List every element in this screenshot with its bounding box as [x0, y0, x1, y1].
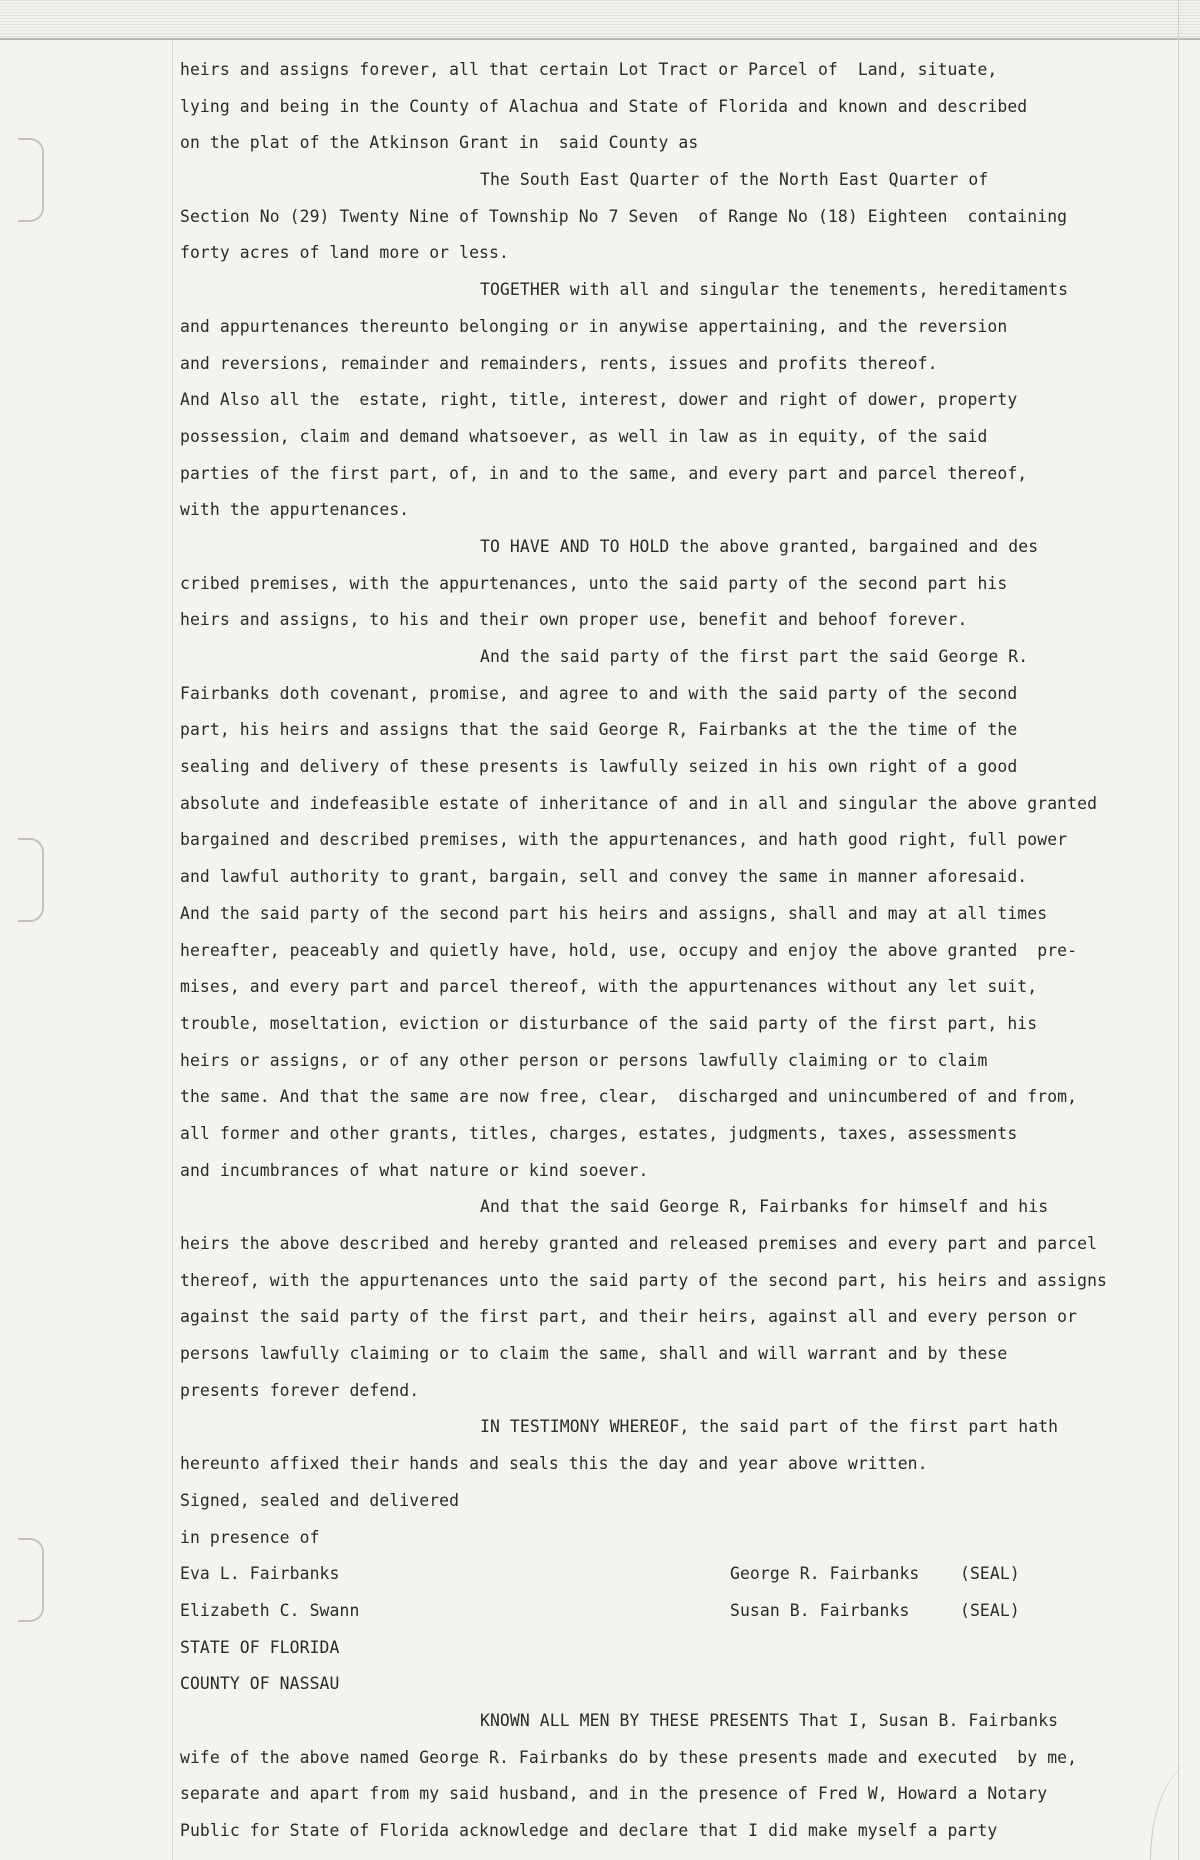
binder-hole-icon [18, 1538, 44, 1622]
text-line: the same. And that the same are now free, clear, discharged and unincumbered of and from, [180, 1087, 1078, 1107]
text-line: TOGETHER with all and singular the tenements, hereditaments [480, 280, 1069, 300]
seal-mark: (SEAL) [960, 1600, 1020, 1620]
signature-row [180, 1593, 1140, 1630]
text-line: and lawful authority to grant, bargain, sell and convey the same in manner aforesaid. [180, 867, 1028, 887]
text-line: IN TESTIMONY WHEREOF, the said part of the first part hath [480, 1417, 1059, 1437]
text-line: thereof, with the appurtenances unto the said party of the second part, his heirs and assigns [180, 1270, 1108, 1290]
page-top-edge [0, 38, 1200, 40]
text-line: absolute and indefeasible estate of inheritance of and in all and singular the above granted [180, 793, 1098, 813]
text-line: with the appurtenances. [180, 500, 410, 520]
text-line: hereafter, peaceably and quietly have, hold, use, occupy and enjoy the above granted pre- [180, 940, 1078, 960]
text-line: Fairbanks doth covenant, promise, and agree to and with the said party of the second [180, 683, 1018, 703]
text-line: parties of the first part, of, in and to the same, and every part and parcel thereof, [180, 463, 1028, 483]
signature-row [180, 1556, 1140, 1593]
witness-name: Eva L. Fairbanks [180, 1564, 340, 1584]
text-line: heirs and assigns forever, all that certain Lot Tract or Parcel of Land, situate, [180, 60, 998, 79]
text-line: And the said party of the first part the said George R. [480, 647, 1029, 666]
binder-hole-icon [18, 838, 44, 922]
text-line: Section No (29) Twenty Nine of Township No 7 Seven of Range No (18) Eighteen containing [180, 206, 1068, 226]
text-line: forty acres of land more or less. [180, 243, 509, 263]
page-corner-curl [1150, 1760, 1200, 1860]
witness-name: Elizabeth C. Swann [180, 1600, 360, 1620]
text-line: trouble, moseltation, eviction or disturbance of the said party of the first part, his [180, 1013, 1038, 1033]
text-line: in presence of [180, 1527, 320, 1547]
text-line: Signed, sealed and delivered [180, 1490, 460, 1510]
text-line: And Also all the estate, right, title, interest, dower and right of dower, property [180, 390, 1018, 410]
binder-hole-icon [18, 138, 44, 222]
seal-mark: (SEAL) [960, 1564, 1020, 1584]
left-margin-rule [172, 40, 173, 1860]
signer-name: George R. Fairbanks [730, 1564, 920, 1584]
text-line: part, his heirs and assigns that the said George R, Fairbanks at the the time of the [180, 720, 1018, 740]
text-line: and appurtenances thereunto belonging or in anywise appertaining, and the reversion [180, 316, 1008, 336]
text-line: presents forever defend. [180, 1380, 420, 1400]
deed-page [180, 52, 1140, 1850]
text-line: Public for State of Florida acknowledge and declare that I did make myself a party [180, 1821, 998, 1840]
text-line: separate and apart from my said husband, and in the presence of Fred W, Howard a Notary [180, 1784, 1048, 1804]
text-line: heirs or assigns, or of any other person or persons lawfully claiming or to claim [180, 1050, 988, 1070]
page-right-edge [1178, 0, 1179, 1860]
text-line: hereunto affixed their hands and seals this the day and year above written. [180, 1454, 928, 1474]
venue-state: STATE OF FLORIDA [180, 1637, 340, 1657]
text-line: and reversions, remainder and remainders, rents, issues and profits thereof. [180, 353, 938, 373]
text-line: sealing and delivery of these presents is lawfully seized in his own right of a good [180, 757, 1018, 777]
text-line: possession, claim and demand whatsoever, as well in law as in equity, of the said [180, 426, 988, 446]
text-line: heirs the above described and hereby granted and released premises and every part and parcel [180, 1234, 1098, 1253]
text-line: heirs and assigns, to his and their own proper use, benefit and behoof forever. [180, 610, 968, 630]
text-line: The South East Quarter of the North East Quarter of [480, 170, 989, 190]
text-line: persons lawfully claiming or to claim the same, shall and will warrant and by these [180, 1344, 1008, 1364]
text-line: KNOWN ALL MEN BY THESE PRESENTS That I, Susan B. Fairbanks [480, 1710, 1059, 1730]
scanner-header-band [0, 0, 1200, 40]
text-line: on the plat of the Atkinson Grant in said County as [180, 133, 699, 153]
text-line: TO HAVE AND TO HOLD the above granted, bargained and des [480, 536, 1039, 556]
text-line: And the said party of the second part his heirs and assigns, shall and may at all times [180, 903, 1048, 923]
venue-county: COUNTY OF NASSAU [180, 1674, 340, 1694]
text-line: lying and being in the County of Alachua and State of Florida and known and described [180, 96, 1028, 116]
text-line: bargained and described premises, with the appurtenances, and hath good right, full power [180, 830, 1068, 850]
text-line: all former and other grants, titles, charges, estates, judgments, taxes, assessments [180, 1123, 1018, 1143]
text-line: and incumbrances of what nature or kind soever. [180, 1160, 649, 1180]
text-line: against the said party of the first part, and their heirs, against all and every person or [180, 1307, 1078, 1327]
text-line: wife of the above named George R. Fairbanks do by these presents made and executed by me, [180, 1747, 1078, 1767]
text-line: And that the said George R, Fairbanks for himself and his [480, 1197, 1049, 1217]
signer-name: Susan B. Fairbanks [730, 1600, 910, 1620]
text-line: cribed premises, with the appurtenances, unto the said party of the second part his [180, 573, 1008, 593]
text-line: mises, and every part and parcel thereof, with the appurtenances without any let suit, [180, 977, 1038, 997]
